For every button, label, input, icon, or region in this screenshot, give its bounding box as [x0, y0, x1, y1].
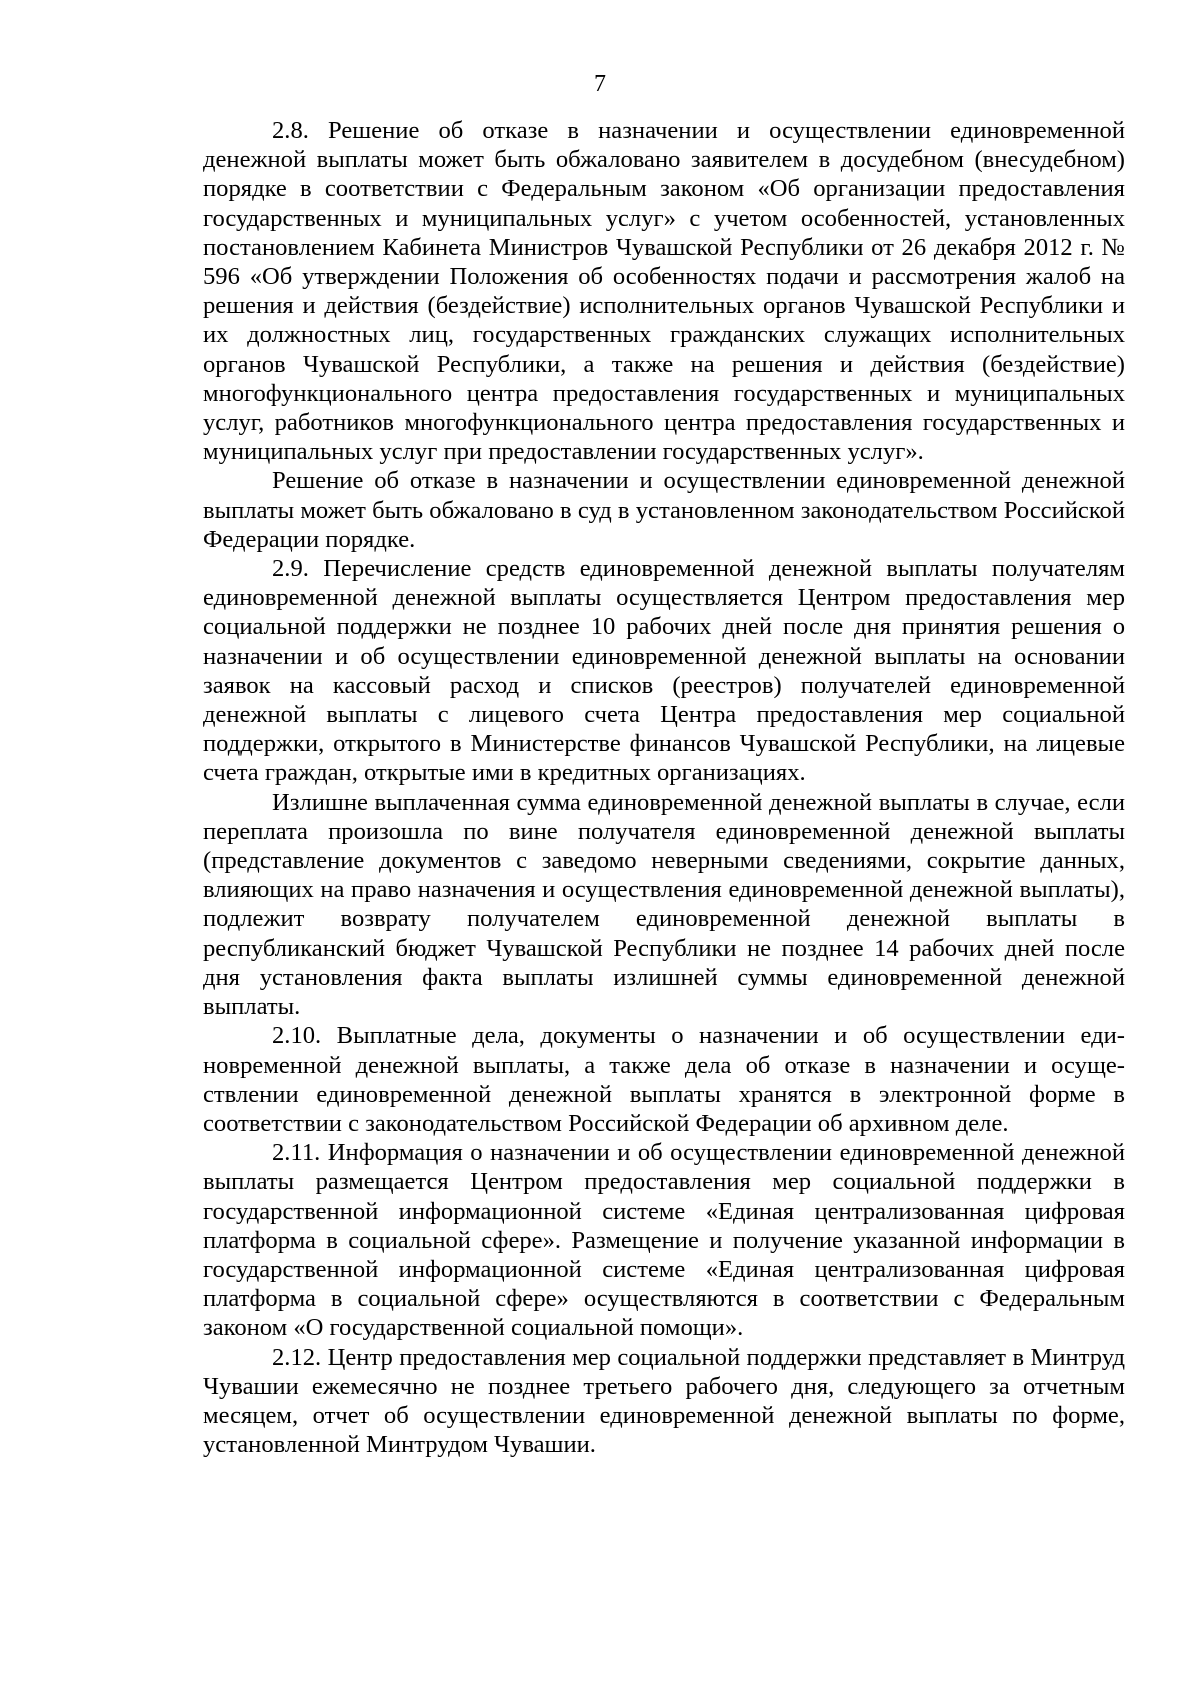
paragraph-2-8-court-appeal: Решение об отказе в назначении и осуществлении единовременной денежной выплаты может быть обжаловано в суд в установленном законодательством Российской Федерации порядке. [203, 467, 1125, 553]
paragraph-2-9-overpayment: Излишне выплаченная сумма единовременной денежной выплаты в случае, если переплата произошла по вине получателя единовременной денежной выплаты (представление документов с заведомо неверными сведениями, сокрытие данных, влияющих на право назначения и осуществления единовременной денежной выплаты), подлежит возврату получателем единовременной денежной выплаты в республиканский бюджет Чувашской Республики не позднее 14 рабочих дней после дня установления факта выплаты излишней суммы единовременной денежной выплаты. [203, 788, 1125, 1021]
page-number: 7 [594, 71, 606, 97]
paragraph-2-11: 2.11. Информация о назначении и об осуществлении единовременной денежной выплаты размещается Центром предоставления мер социальной поддержки в государственной информационной системе «Единая централизованная цифровая платформа в социальной сфере». Размещение и получение указанной информации в государственной информационной системе «Единая централизованная цифровая платформа в социальной сфере» осуществляются в соответствии с Федеральным законом «О государственной социальной помощи». [203, 1139, 1125, 1342]
paragraph-2-12: 2.12. Центр предоставления мер социальной поддержки представляет в Минтруд Чувашии ежемесячно не позднее третьего рабочего дня, следующего за отчетным месяцем, отчет об осуществлении единовременной денежной выплаты по форме, установленной Минтрудом Чувашии. [203, 1343, 1125, 1459]
paragraph-2-9: 2.9. Перечисление средств единовременной денежной выплаты получателям единовременной денежной выплаты осуществляется Центром предоставления мер социальной поддержки не позднее 10 рабочих дней после дня принятия решения о назначении и об осуществлении единовременной денежной выплаты на основании заявок на кассовый расход и списков (реестров) получателей единовременной денежной выплаты с лицевого счета Центра предоставления мер социальной поддержки, открытого в Министерстве финансов Чувашской Республики, на лицевые счета граждан, открытые ими в кредитных организациях. [203, 555, 1125, 787]
paragraph-2-10: 2.10. Выплатные дела, документы о назначении и об осуществлении единовременной денежной выплаты, а также дела об отказе в назначении и осуществлении единовременной денежной выплаты хранятся в электронной форме в соответствии с законодательством Российской Федерации об архивном деле. [203, 1022, 1125, 1137]
paragraph-2-8: 2.8. Решение об отказе в назначении и осуществлении единовременной денежной выплаты может быть обжаловано заявителем в досудебном (внесудебном) порядке в соответствии с Федеральным законом «Об организации предоставления государственных и муниципальных услуг» с учетом особенностей, установленных постановлением Кабинета Министров Чувашской Республики от 26 декабря 2012 г. № 596 «Об утверждении Положения об особенностях подачи и рассмотрения жалоб на решения и действия (бездействие) исполнительных органов Чувашской Республики и их должностных лиц, государственных гражданских служащих исполнительных органов Чувашской Республики, а также на решения и действия (бездействие) многофункционального центра предоставления государственных и муниципальных услуг, работников многофункционального центра предоставления государственных и муниципальных услуг при предоставлении государственных услуг». [203, 117, 1125, 466]
document-body [203, 116, 1125, 1459]
